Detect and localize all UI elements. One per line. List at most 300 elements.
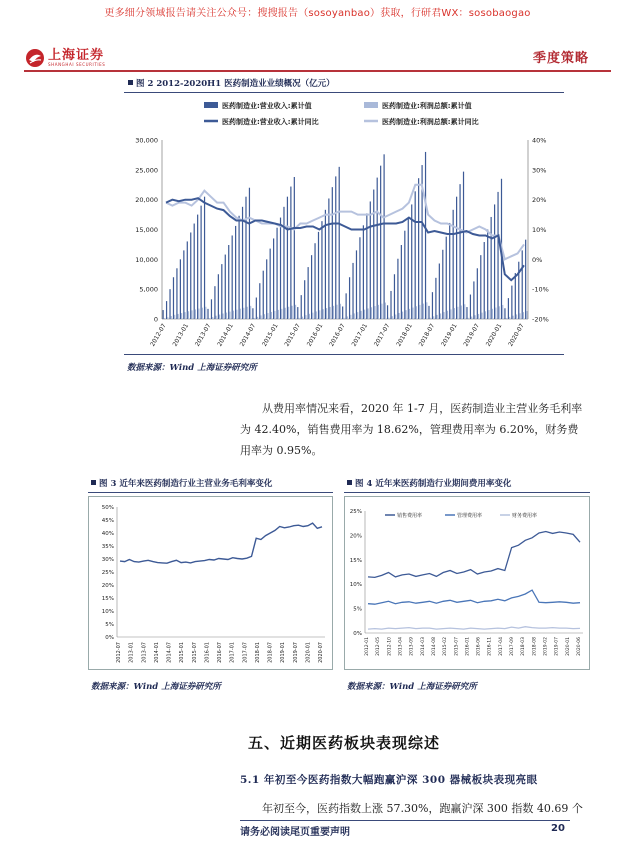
revenue-bar xyxy=(356,250,357,319)
x-tick-label: 2015-01 xyxy=(179,642,186,663)
profit-bar xyxy=(167,317,168,319)
x-tick-label: 2016-01 xyxy=(465,637,471,656)
x-tick-label: 2012-10 xyxy=(387,637,393,656)
revenue-bar xyxy=(166,301,167,319)
gross-margin-line xyxy=(120,523,322,563)
revenue-bar xyxy=(197,215,198,319)
profit-bar xyxy=(506,318,507,319)
revenue-bar xyxy=(373,190,374,319)
x-tick-label: 2015-02 xyxy=(443,637,449,656)
profit-bar xyxy=(430,318,431,319)
revenue-bar xyxy=(204,197,205,319)
y-tick-label-right: -10% xyxy=(532,285,549,294)
x-tick-label: 2016-06 xyxy=(476,637,482,656)
revenue-bar xyxy=(256,298,257,319)
figure2-top-rule xyxy=(124,92,564,93)
profit-bar xyxy=(419,305,420,319)
revenue-bar xyxy=(321,221,322,319)
revenue-bar xyxy=(214,286,215,319)
y-tick-label-right: 0% xyxy=(532,255,543,264)
legend-label: 销售费用率 xyxy=(397,513,423,519)
profit-bar xyxy=(233,311,234,319)
profit-bar xyxy=(450,309,451,319)
profit-bar xyxy=(278,310,279,319)
revenue-bar xyxy=(339,167,340,319)
revenue-bar xyxy=(435,278,436,319)
profit-bar xyxy=(364,310,365,319)
revenue-bar xyxy=(394,274,395,319)
profit-bar xyxy=(178,314,179,319)
profit-bar xyxy=(209,318,210,319)
y-tick-label-right: 10% xyxy=(532,226,547,234)
bullet-square-icon xyxy=(347,480,352,485)
profit-bar xyxy=(374,306,375,319)
revenue-bar xyxy=(497,192,498,319)
profit-bar xyxy=(254,318,255,319)
x-tick-label: 2020-07 xyxy=(318,642,324,663)
revenue-bar xyxy=(190,232,191,319)
revenue-bar xyxy=(442,250,443,319)
report-type-label: 季度策略 xyxy=(532,51,589,66)
profit-bar xyxy=(333,306,334,319)
figure4-title: 图 4 近年来医药制造行业期间费用率变化 xyxy=(347,477,511,489)
revenue-bar xyxy=(314,243,315,319)
revenue-bar xyxy=(311,255,312,319)
revenue-bar xyxy=(380,166,381,319)
revenue-bar xyxy=(346,293,347,319)
y-tick-label-right: -20% xyxy=(532,315,549,324)
revenue-bar xyxy=(245,197,246,319)
revenue-bar xyxy=(238,216,239,319)
legend-label: 医药制造业:营业收入:累计同比 xyxy=(222,118,319,126)
legend-label: 医药制造业:利润总额:累计值 xyxy=(382,102,472,110)
x-tick-label: 2016-07 xyxy=(328,322,347,348)
revenue-bar xyxy=(494,204,495,319)
profit-bar xyxy=(423,304,424,319)
profit-bar xyxy=(274,311,275,319)
profit-bar xyxy=(457,307,458,319)
profit-bar xyxy=(526,311,527,319)
profit-bar xyxy=(495,308,496,319)
profit-bar xyxy=(181,313,182,319)
profit-bar xyxy=(240,309,241,319)
revenue-bar xyxy=(522,250,523,319)
revenue-bar xyxy=(169,289,170,319)
y-tick-label-right: 30% xyxy=(532,166,547,175)
revenue-bar xyxy=(439,264,440,319)
logo-en-text: SHANGHAI SECURITIES xyxy=(48,61,106,67)
profit-bar xyxy=(350,315,351,319)
revenue-bar xyxy=(456,197,457,319)
logo-emblem-icon xyxy=(25,48,45,68)
revenue-bar xyxy=(525,240,526,319)
profit-bar xyxy=(447,311,448,319)
profit-bar xyxy=(312,313,313,319)
x-tick-label: 2015-07 xyxy=(191,642,198,663)
revenue-bar xyxy=(508,298,509,319)
legend-swatch xyxy=(204,102,218,108)
revenue-bar xyxy=(276,228,277,319)
revenue-bar xyxy=(504,308,505,319)
revenue-bar xyxy=(463,172,464,319)
revenue-bar xyxy=(390,291,391,319)
y-tick-label-right: 20% xyxy=(532,196,547,205)
figure4-chart-svg xyxy=(345,497,589,669)
x-tick-label: 2016-11 xyxy=(487,637,493,656)
revenue-bar xyxy=(432,292,433,319)
revenue-bar xyxy=(411,204,412,319)
revenue-bar xyxy=(218,274,219,319)
revenue-bar xyxy=(270,249,271,319)
profit-bar xyxy=(443,312,444,319)
x-tick-label: 2018-01 xyxy=(254,642,261,663)
page-number: 20 xyxy=(551,823,565,834)
x-tick-label: 2018-07 xyxy=(267,642,274,663)
profit-bar xyxy=(219,315,220,319)
y-tick-label: 20% xyxy=(101,583,114,589)
company-logo xyxy=(25,47,105,69)
watermark-banner: 更多细分领域报告请关注公众号：搜搜报告（sosoyanbao）获取，行研君WX：sosobaogao xyxy=(104,8,531,19)
revenue-bar xyxy=(515,273,516,319)
y-tick-label-right: 40% xyxy=(532,136,547,145)
profit-bar xyxy=(291,306,292,319)
revenue-bar xyxy=(397,259,398,319)
revenue-bar xyxy=(263,271,264,319)
revenue-bar xyxy=(273,238,274,319)
profit-bar xyxy=(426,302,427,319)
revenue-yoy-line xyxy=(166,198,524,280)
x-tick-label: 2019-01 xyxy=(440,322,459,348)
revenue-bar xyxy=(259,283,260,319)
revenue-bar xyxy=(221,264,222,319)
revenue-bar xyxy=(200,206,201,319)
profit-bar xyxy=(298,318,299,319)
legend-label: 医药制造业:营业收入:累计值 xyxy=(222,102,312,110)
profit-bar xyxy=(378,305,379,319)
revenue-bar xyxy=(290,187,291,319)
profit-bar xyxy=(509,317,510,319)
profit-bar xyxy=(326,308,327,319)
revenue-bar xyxy=(363,225,364,319)
figure3-top-rule xyxy=(88,492,333,493)
y-tick-label-left: 15,000 xyxy=(135,226,158,234)
profit-bar xyxy=(499,306,500,319)
x-tick-label: 2019-07 xyxy=(554,637,560,656)
profit-bar xyxy=(516,314,517,319)
figure4-source: 数据来源：Wind 上海证券研究所 xyxy=(347,682,477,692)
x-tick-label: 2020-07 xyxy=(507,322,526,348)
revenue-bar xyxy=(183,250,184,319)
figure2-source: 数据来源：Wind 上海证券研究所 xyxy=(127,363,257,373)
legend-swatch xyxy=(364,102,378,108)
profit-bar xyxy=(357,312,358,319)
y-tick-label: 40% xyxy=(101,531,114,537)
revenue-bar xyxy=(425,152,426,319)
y-tick-label: 25% xyxy=(101,570,114,576)
y-tick-label: 5% xyxy=(105,622,114,628)
profit-bar xyxy=(188,311,189,319)
revenue-bar xyxy=(297,307,298,319)
revenue-bar xyxy=(349,277,350,319)
x-tick-label: 2018-08 xyxy=(532,637,538,656)
y-tick-label: 10% xyxy=(101,609,114,615)
x-tick-label: 2012-07 xyxy=(116,642,122,663)
x-tick-label: 2015-07 xyxy=(454,637,460,656)
revenue-bar xyxy=(477,268,478,319)
profit-yoy-line xyxy=(166,185,524,259)
x-tick-label: 2013-09 xyxy=(409,637,415,656)
revenue-bar xyxy=(194,224,195,319)
figure4-chart xyxy=(344,496,590,670)
profit-bar xyxy=(347,316,348,319)
profit-bar xyxy=(402,312,403,319)
revenue-bar xyxy=(484,242,485,319)
revenue-bar xyxy=(511,286,512,319)
y-tick-label: 15% xyxy=(101,596,114,602)
figure4-top-rule xyxy=(344,492,590,493)
profit-bar xyxy=(468,318,469,319)
revenue-bar xyxy=(359,237,360,319)
profit-bar xyxy=(354,313,355,319)
profit-bar xyxy=(395,315,396,319)
x-tick-label: 2014-07 xyxy=(238,322,258,348)
profit-bar xyxy=(205,307,206,319)
revenue-bar xyxy=(228,245,229,319)
profit-bar xyxy=(461,306,462,319)
profit-bar xyxy=(319,310,320,319)
profit-bar xyxy=(340,304,341,319)
x-tick-label: 2013-07 xyxy=(193,322,213,348)
profit-bar xyxy=(271,312,272,319)
y-tick-label: 30% xyxy=(101,557,114,563)
y-tick-label-left: 10,000 xyxy=(135,255,158,264)
revenue-bar xyxy=(480,255,481,319)
y-tick-label-left: 25,000 xyxy=(135,166,158,175)
revenue-bar xyxy=(387,305,388,319)
y-tick-label-left: 20,000 xyxy=(135,196,158,205)
revenue-bar xyxy=(352,263,353,319)
y-tick-label: 50% xyxy=(101,505,114,511)
y-tick-label-left: 30,000 xyxy=(135,136,158,145)
revenue-bar xyxy=(232,235,233,319)
logo-cn-text: 上海证券 xyxy=(48,47,105,63)
revenue-bar xyxy=(335,176,336,319)
figure3-chart xyxy=(88,496,333,670)
profit-bar xyxy=(454,308,455,319)
x-tick-label: 2015-01 xyxy=(261,322,280,348)
x-tick-label: 2013-04 xyxy=(398,637,404,656)
revenue-bar xyxy=(383,154,384,319)
x-tick-label: 2015-07 xyxy=(283,322,302,348)
x-tick-label: 2014-07 xyxy=(166,642,173,663)
profit-bar xyxy=(367,308,368,319)
profit-bar xyxy=(416,306,417,319)
revenue-bar xyxy=(242,207,243,319)
revenue-bar xyxy=(473,281,474,319)
x-tick-label: 2014-01 xyxy=(216,322,235,348)
revenue-bar xyxy=(235,226,236,319)
profit-bar xyxy=(226,313,227,319)
revenue-bar xyxy=(428,306,429,319)
legend-label: 管理费用率 xyxy=(457,513,483,519)
profit-bar xyxy=(412,308,413,319)
y-tick-label: 0% xyxy=(353,631,362,637)
y-tick-label: 10% xyxy=(349,582,362,589)
x-tick-label: 2017-01 xyxy=(350,322,370,348)
profit-bar xyxy=(361,311,362,319)
profit-bar xyxy=(381,304,382,319)
y-tick-label: 15% xyxy=(349,557,362,564)
revenue-bar xyxy=(418,178,419,319)
revenue-bar xyxy=(459,184,460,319)
revenue-bar xyxy=(173,277,174,319)
profit-bar xyxy=(474,315,475,319)
revenue-bar xyxy=(446,237,447,319)
profit-bar xyxy=(512,316,513,319)
x-tick-label: 2017-09 xyxy=(510,637,516,656)
profit-bar xyxy=(184,312,185,319)
profit-bar xyxy=(164,318,165,319)
footer-disclaimer: 请务必阅读尾页重要声明 xyxy=(240,827,350,838)
profit-bar xyxy=(478,314,479,319)
y-tick-label: 5% xyxy=(353,606,362,613)
profit-bar xyxy=(523,312,524,319)
revenue-bar xyxy=(304,280,305,319)
x-tick-label: 2017-01 xyxy=(229,642,236,663)
x-tick-label: 2014-08 xyxy=(431,637,437,656)
revenue-bar xyxy=(415,191,416,319)
profit-bar xyxy=(399,313,400,319)
footer-divider xyxy=(240,820,570,821)
profit-bar xyxy=(471,317,472,319)
x-tick-label: 2020-06 xyxy=(577,637,582,656)
x-tick-label: 2012-05 xyxy=(376,637,382,656)
revenue-bar xyxy=(280,218,281,319)
revenue-bar xyxy=(318,232,319,319)
y-tick-label: 45% xyxy=(101,518,114,524)
revenue-bar xyxy=(180,259,181,319)
x-tick-label: 2017-07 xyxy=(242,642,249,663)
x-tick-label: 2016-07 xyxy=(217,642,223,663)
y-tick-label: 25% xyxy=(349,509,362,515)
profit-bar xyxy=(481,313,482,319)
series-line xyxy=(368,532,580,578)
revenue-bar xyxy=(294,177,295,319)
revenue-bar xyxy=(266,259,267,319)
profit-bar xyxy=(433,316,434,319)
x-tick-label: 2019-01 xyxy=(280,642,287,663)
figure2-chart-svg xyxy=(124,94,564,349)
x-tick-label: 2013-07 xyxy=(141,642,148,663)
y-tick-label: 0% xyxy=(105,635,114,641)
legend-label: 医药制造业:利润总额:累计同比 xyxy=(382,118,479,126)
profit-bar xyxy=(464,304,465,319)
profit-bar xyxy=(250,306,251,319)
figure2-title: 图 2 2012-2020H1 医药制造业业绩概况（亿元） xyxy=(128,77,335,89)
profit-bar xyxy=(236,310,237,319)
revenue-bar xyxy=(301,295,302,319)
profit-bar xyxy=(222,314,223,319)
revenue-bar xyxy=(470,295,471,319)
profit-bar xyxy=(171,316,172,319)
header-divider xyxy=(24,70,611,72)
y-tick-label-left: 0 xyxy=(153,315,158,324)
profit-bar xyxy=(229,312,230,319)
x-tick-label: 2019-07 xyxy=(462,322,481,348)
x-tick-label: 2016-01 xyxy=(204,642,211,663)
x-tick-label: 2016-01 xyxy=(305,322,325,348)
profit-bar xyxy=(519,313,520,319)
revenue-bar xyxy=(370,201,371,319)
revenue-bar xyxy=(211,299,212,319)
profit-bar xyxy=(216,316,217,319)
section-body-text: 年初至今，医药指数上涨 57.30%，跑赢沪深 300 指数 40.69 个 xyxy=(262,802,583,815)
x-tick-label: 2014-01 xyxy=(153,642,160,663)
revenue-bar xyxy=(308,267,309,319)
revenue-bar xyxy=(283,207,284,319)
revenue-bar xyxy=(249,188,250,319)
profit-bar xyxy=(485,311,486,319)
profit-bar xyxy=(336,305,337,319)
revenue-bar xyxy=(518,262,519,319)
profit-bar xyxy=(371,307,372,319)
x-tick-label: 2013-01 xyxy=(128,642,135,663)
profit-bar xyxy=(195,309,196,319)
figure2-bottom-rule xyxy=(124,354,564,355)
series-line xyxy=(368,627,580,629)
profit-bar xyxy=(260,315,261,319)
revenue-bar xyxy=(487,230,488,320)
profit-bar xyxy=(285,308,286,319)
profit-bar xyxy=(437,315,438,319)
revenue-bar xyxy=(332,187,333,319)
profit-bar xyxy=(409,309,410,319)
profit-bar xyxy=(267,313,268,319)
figure2-chart xyxy=(124,94,564,349)
x-tick-label: 2020-01 xyxy=(484,322,504,348)
section-heading: 五、近期医药板块表现综述 xyxy=(248,734,441,752)
profit-bar xyxy=(281,309,282,319)
profit-bar xyxy=(243,308,244,319)
revenue-bar xyxy=(176,268,177,319)
revenue-bar xyxy=(287,197,288,319)
profit-bar xyxy=(309,314,310,319)
profit-bar xyxy=(247,307,248,319)
paragraph-expense-ratios: 从费用率情况来看，2020 年 1-7 月，医药制造业主营业务毛利率为 42.40%，销售费用率为 18.62%，管理费用率为 6.20%，财务费用率为 0.95%。 xyxy=(240,402,583,457)
x-tick-label: 2018-03 xyxy=(521,637,527,656)
bullet-square-icon xyxy=(91,480,96,485)
revenue-bar xyxy=(252,308,253,319)
x-tick-label: 2019-02 xyxy=(543,637,549,656)
x-tick-label: 2013-01 xyxy=(171,322,191,348)
revenue-bar xyxy=(449,223,450,319)
revenue-bar xyxy=(187,241,188,319)
revenue-bar xyxy=(328,198,329,319)
revenue-bar xyxy=(466,307,467,319)
revenue-bar xyxy=(342,306,343,319)
profit-bar xyxy=(316,311,317,319)
profit-bar xyxy=(264,314,265,319)
x-tick-label: 2020-01 xyxy=(565,637,571,656)
bullet-square-icon xyxy=(128,80,133,85)
y-tick-label: 20% xyxy=(349,533,362,540)
revenue-bar xyxy=(491,217,492,319)
profit-bar xyxy=(392,316,393,319)
figure3-source: 数据来源：Wind 上海证券研究所 xyxy=(91,682,221,692)
figure3-title: 图 3 近年来医药制造行业主营业务毛利率变化 xyxy=(91,477,272,489)
profit-bar xyxy=(212,317,213,319)
profit-bar xyxy=(323,309,324,319)
